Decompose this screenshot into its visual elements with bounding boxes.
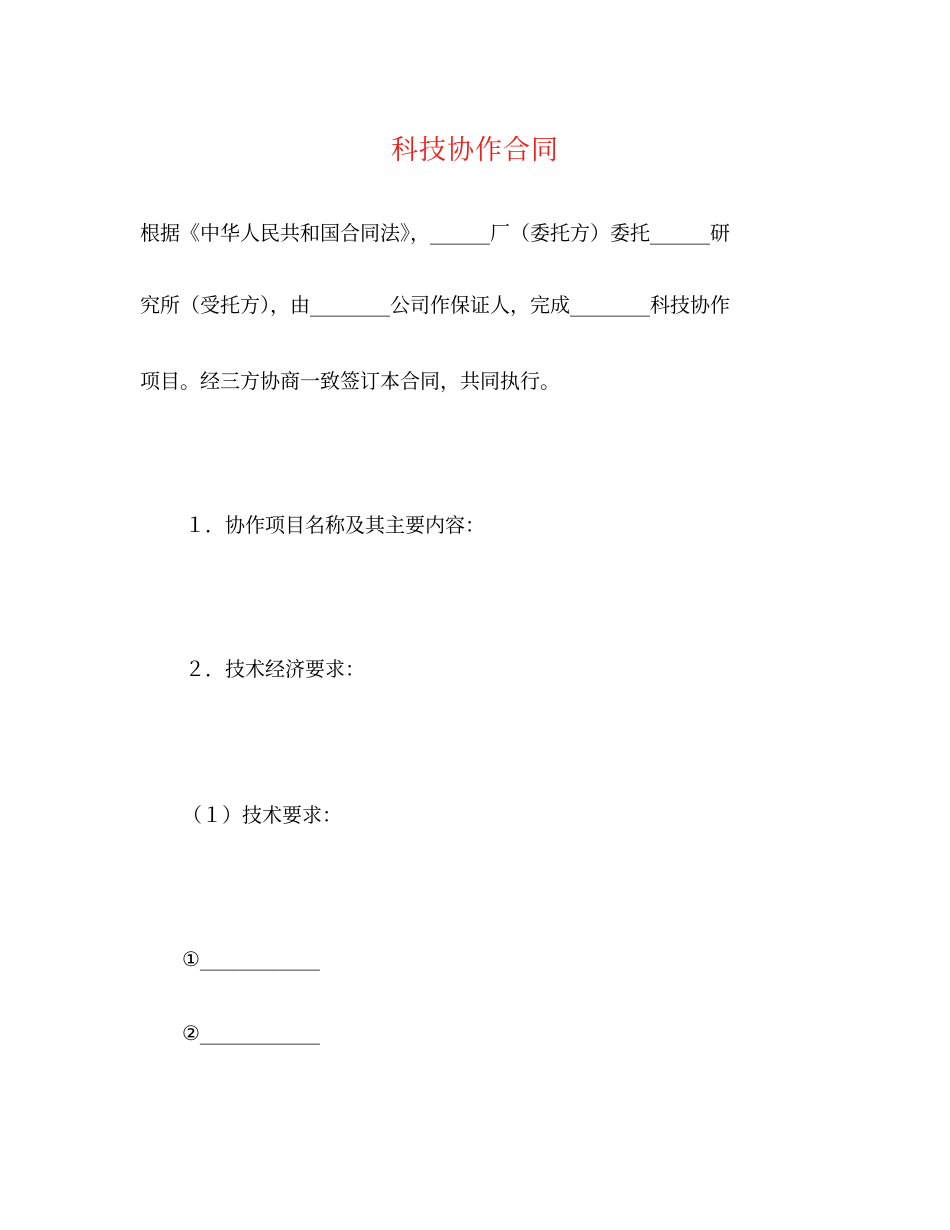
- intro-line-2: 究所（受托方），由________公司作保证人，完成________科技协作: [140, 293, 730, 317]
- section-2-heading: ２．技术经济要求：: [185, 657, 365, 681]
- blank-item-1: ①____________: [182, 947, 320, 971]
- intro-line-3: 项目。经三方协商一致签订本合同，共同执行。: [140, 369, 560, 393]
- section-1-heading: １．协作项目名称及其主要内容：: [185, 513, 485, 537]
- subsection-technical-requirements: （１）技术要求：: [182, 803, 342, 827]
- document-title: 科技协作合同: [391, 135, 559, 166]
- intro-line-1: 根据《中华人民共和国合同法》，______厂（委托方）委托______研: [140, 221, 730, 245]
- blank-item-2: ②____________: [182, 1021, 320, 1045]
